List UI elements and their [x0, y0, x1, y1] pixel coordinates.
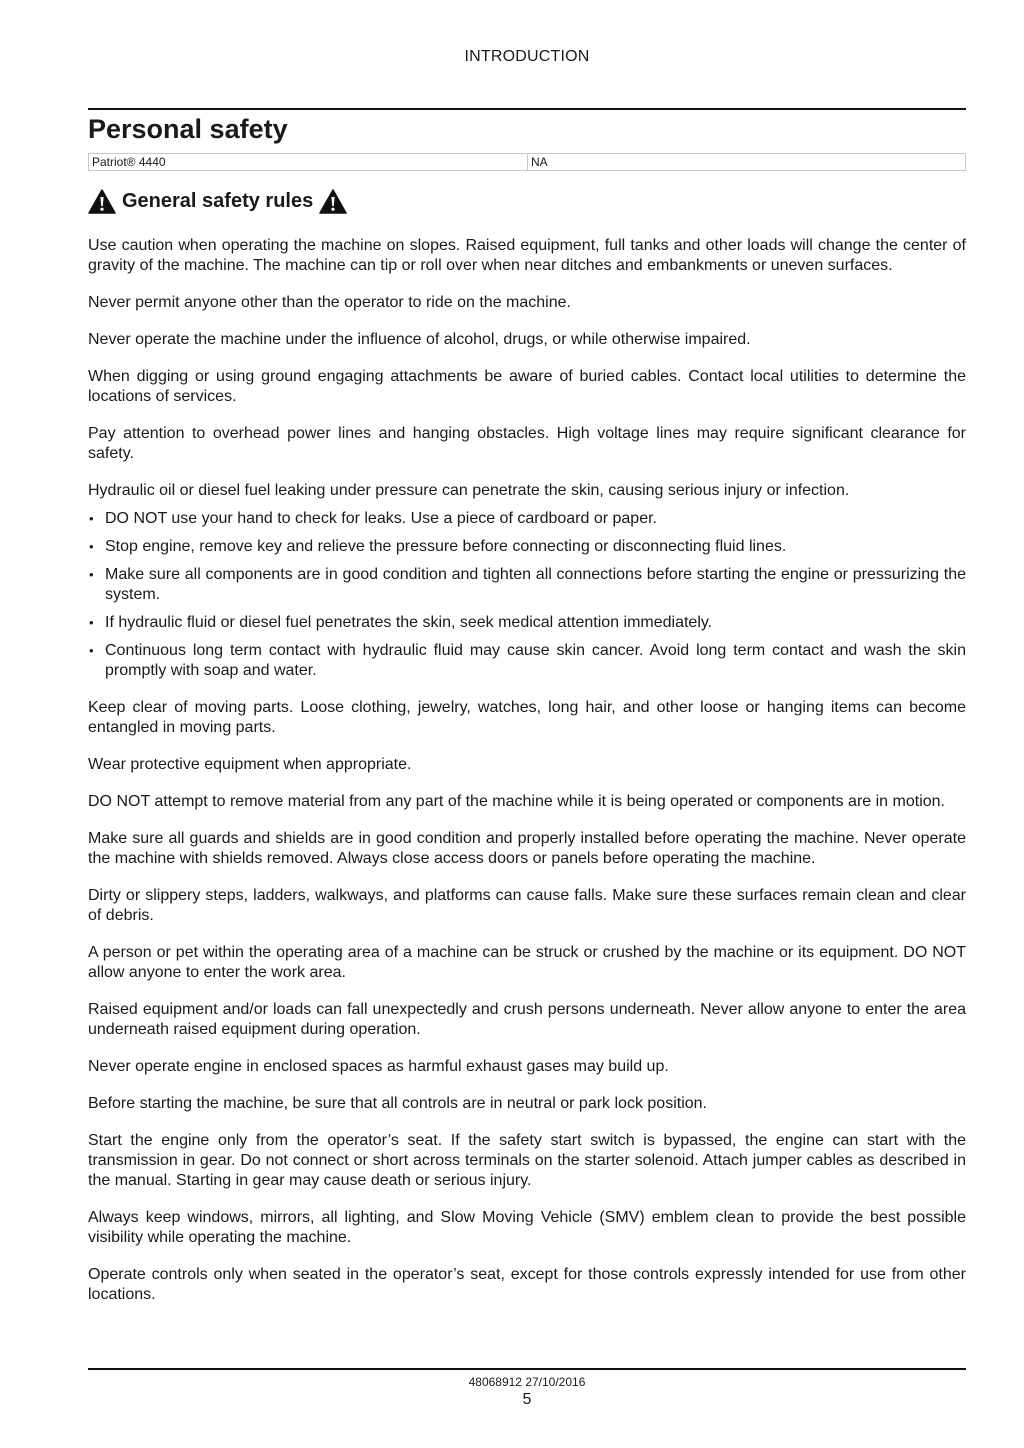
- paragraph: Never operate the machine under the influence of alcohol, drugs, or while otherwise impaired.: [88, 331, 751, 348]
- bottom-divider: [88, 1368, 966, 1370]
- list-item: [88, 509, 966, 529]
- bullet-icon: •: [89, 511, 94, 526]
- bullet-icon: •: [89, 615, 94, 630]
- paragraph: Never operate engine in enclosed spaces as harmful exhaust gases may build up.: [88, 1058, 669, 1075]
- list-item-text: Make sure all components are in good condition and tighten all connections before starting the engine or pressurizing the system.: [105, 566, 966, 603]
- paragraph: Always keep windows, mirrors, all lighting, and Slow Moving Vehicle (SMV) emblem clean to provide the best possible visibility while operating the machine.: [88, 1209, 966, 1246]
- warning-triangle-icon: [88, 189, 116, 214]
- list-item: [88, 613, 966, 633]
- warning-triangle-icon: [319, 189, 347, 214]
- section-heading: [88, 189, 347, 214]
- region-cell: NA: [528, 154, 966, 171]
- paragraph: Use caution when operating the machine on slopes. Raised equipment, full tanks and other loads will change the center of gravity of the machine. The machine can tip or roll over when near ditches and embankments or uneven surfaces.: [88, 237, 966, 274]
- hydraulic-safety-list: [88, 509, 966, 681]
- paragraph: Start the engine only from the operator’s seat. If the safety start switch is bypassed, the engine can start with the transmission in gear. Do not connect or short across terminals on the starter solenoid. Attach jumper cables as described in the manual. Starting in gear may cause death or serious injury.: [88, 1132, 966, 1189]
- list-item: [88, 565, 966, 605]
- bullet-icon: •: [89, 539, 94, 554]
- paragraph: Pay attention to overhead power lines and hanging obstacles. High voltage lines may require significant clearance for safety.: [88, 425, 966, 462]
- list-item: [88, 537, 966, 557]
- paragraph: Before starting the machine, be sure that all controls are in neutral or park lock position.: [88, 1095, 707, 1112]
- paragraph: Hydraulic oil or diesel fuel leaking under pressure can penetrate the skin, causing serious injury or infection.: [88, 482, 850, 499]
- list-item-text: Continuous long term contact with hydraulic fluid may cause skin cancer. Avoid long term contact and wash the skin promptly with soap and water.: [105, 642, 966, 679]
- paragraph: A person or pet within the operating area of a machine can be struck or crushed by the machine or its equipment. DO NOT allow anyone to enter the work area.: [88, 944, 966, 981]
- model-cell: Patriot® 4440: [89, 154, 528, 171]
- paragraph: Keep clear of moving parts. Loose clothing, jewelry, watches, long hair, and other loose or hanging items can become entangled in moving parts.: [88, 699, 966, 736]
- paragraph: DO NOT attempt to remove material from any part of the machine while it is being operated or components are in motion.: [88, 793, 945, 810]
- paragraph: When digging or using ground engaging attachments be aware of buried cables. Contact local utilities to determine the locations of services.: [88, 368, 966, 405]
- list-item-text: DO NOT use your hand to check for leaks. Use a piece of cardboard or paper.: [105, 510, 657, 527]
- running-header: INTRODUCTION: [464, 48, 590, 65]
- paragraph: Operate controls only when seated in the operator’s seat, except for those controls expressly intended for use from other locations.: [88, 1266, 966, 1303]
- bullet-icon: •: [89, 567, 94, 582]
- page-title: Personal safety: [88, 114, 288, 144]
- paragraph: Never permit anyone other than the operator to ride on the machine.: [88, 294, 571, 311]
- top-divider: [88, 108, 966, 110]
- bullet-icon: •: [89, 643, 94, 658]
- list-item-text: If hydraulic fluid or diesel fuel penetrates the skin, seek medical attention immediately.: [105, 614, 713, 631]
- model-applicability-table: [88, 153, 966, 171]
- safety-rules-body: [88, 236, 966, 1322]
- document-reference: 48068912 27/10/2016: [468, 1375, 586, 1389]
- paragraph: Make sure all guards and shields are in good condition and properly installed before operating the machine. Never operate the machine with shields removed. Always close access doors or panels before operating the machine.: [88, 830, 966, 867]
- paragraph: Wear protective equipment when appropriate.: [88, 756, 412, 773]
- list-item: [88, 641, 966, 681]
- paragraph: Raised equipment and/or loads can fall unexpectedly and crush persons underneath. Never allow anyone to enter the area underneath raised equipment during operation.: [88, 1001, 966, 1038]
- section-heading-text: General safety rules: [122, 190, 314, 212]
- page-number: 5: [522, 1391, 532, 1408]
- paragraph: Dirty or slippery steps, ladders, walkways, and platforms can cause falls. Make sure these surfaces remain clean and clear of debris.: [88, 887, 966, 924]
- list-item-text: Stop engine, remove key and relieve the pressure before connecting or disconnecting fluid lines.: [105, 538, 787, 555]
